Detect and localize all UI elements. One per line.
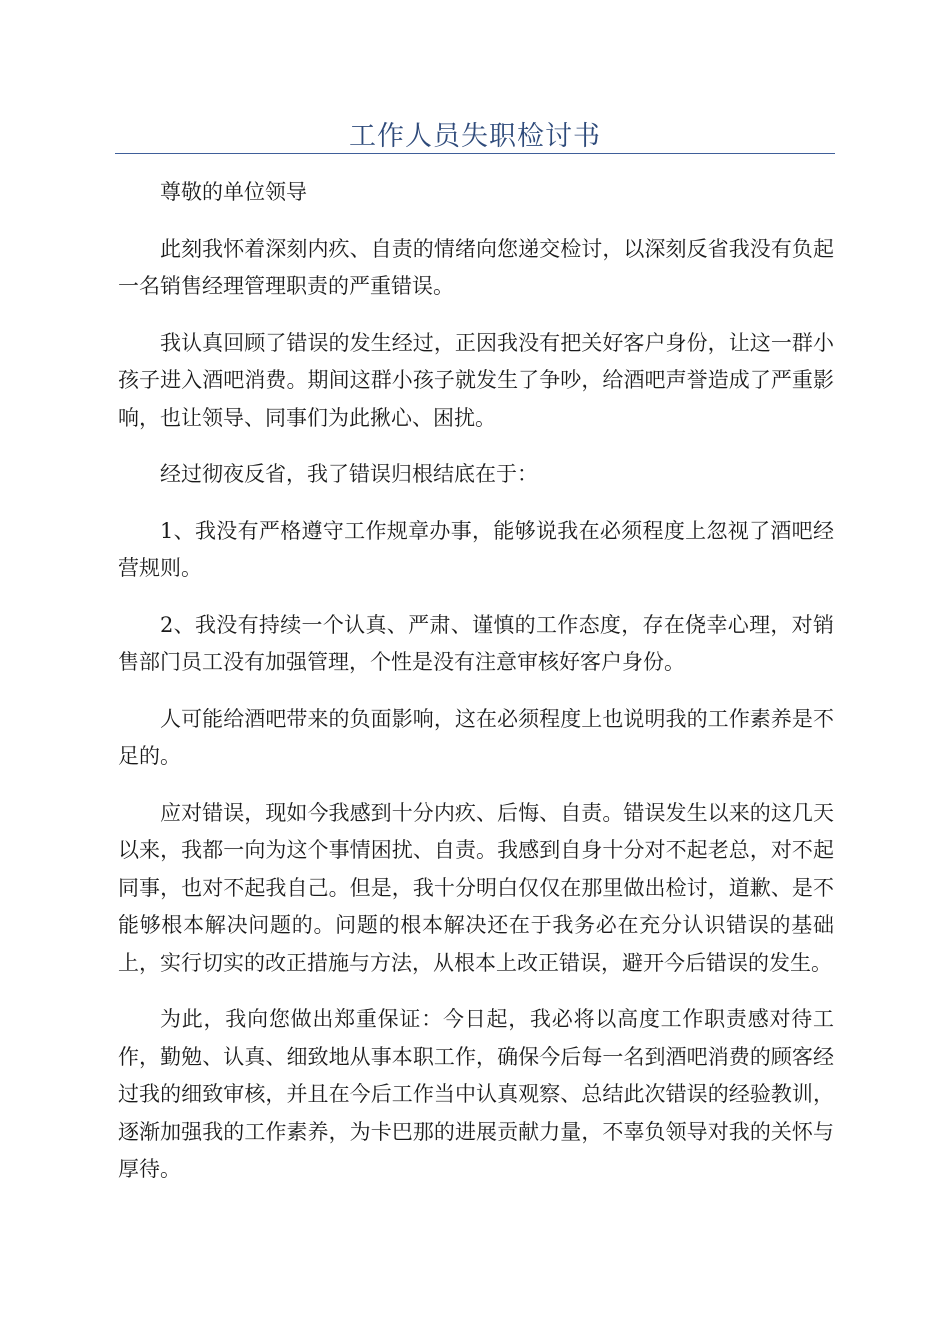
- paragraph: 经过彻夜反省，我了错误归根结底在于：: [160, 462, 538, 486]
- list-item: 1、我没有严格遵守工作规章办事，能够说我在必须程度上忽视了酒吧经营规则。: [118, 518, 834, 580]
- paragraph: 此刻我怀着深刻内疚、自责的情绪向您递交检讨，以深刻反省我没有负起一名销售经理管理职责的严重错误。: [118, 236, 834, 298]
- list-item: 2、我没有持续一个认真、严肃、谨慎的工作态度，存在侥幸心理，对销售部门员工没有加强管理，个性是没有注意审核好客户身份。: [118, 612, 834, 674]
- document-body: [118, 174, 834, 1208]
- paragraph: 人可能给酒吧带来的负面影响，这在必须程度上也说明我的工作素养是不足的。: [118, 706, 834, 768]
- title-underline: [115, 153, 835, 154]
- paragraph: 为此，我向您做出郑重保证：今日起，我必将以高度工作职责感对待工作，勤勉、认真、细致地从事本职工作，确保今后每一名到酒吧消费的顾客经过我的细致审核，并且在今后工作当中认真观察、总结此次错误的经验教训，逐渐加强我的工作素养，为卡巴那的进展贡献力量，不辜负领导对我的关怀与厚待。: [118, 1007, 834, 1181]
- paragraph: 应对错误，现如今我感到十分内疚、后悔、自责。错误发生以来的这几天以来，我都一向为这个事情困扰、自责。我感到自身十分对不起老总，对不起同事，也对不起我自己。但是，我十分明白仅仅在那里做出检讨，道歉、是不能够根本解决问题的。问题的根本解决还在于我务必在充分认识错误的基础上，实行切实的改正措施与方法，从根本上改正错误，避开今后错误的发生。: [118, 800, 834, 975]
- paragraph: 我认真回顾了错误的发生经过，正因我没有把关好客户身份，让这一群小孩子进入酒吧消费。期间这群小孩子就发生了争吵，给酒吧声誉造成了严重影响，也让领导、同事们为此揪心、困扰。: [118, 330, 834, 430]
- salutation: 尊敬的单位领导: [160, 180, 307, 204]
- document-title: 工作人员失职检讨书: [349, 121, 601, 152]
